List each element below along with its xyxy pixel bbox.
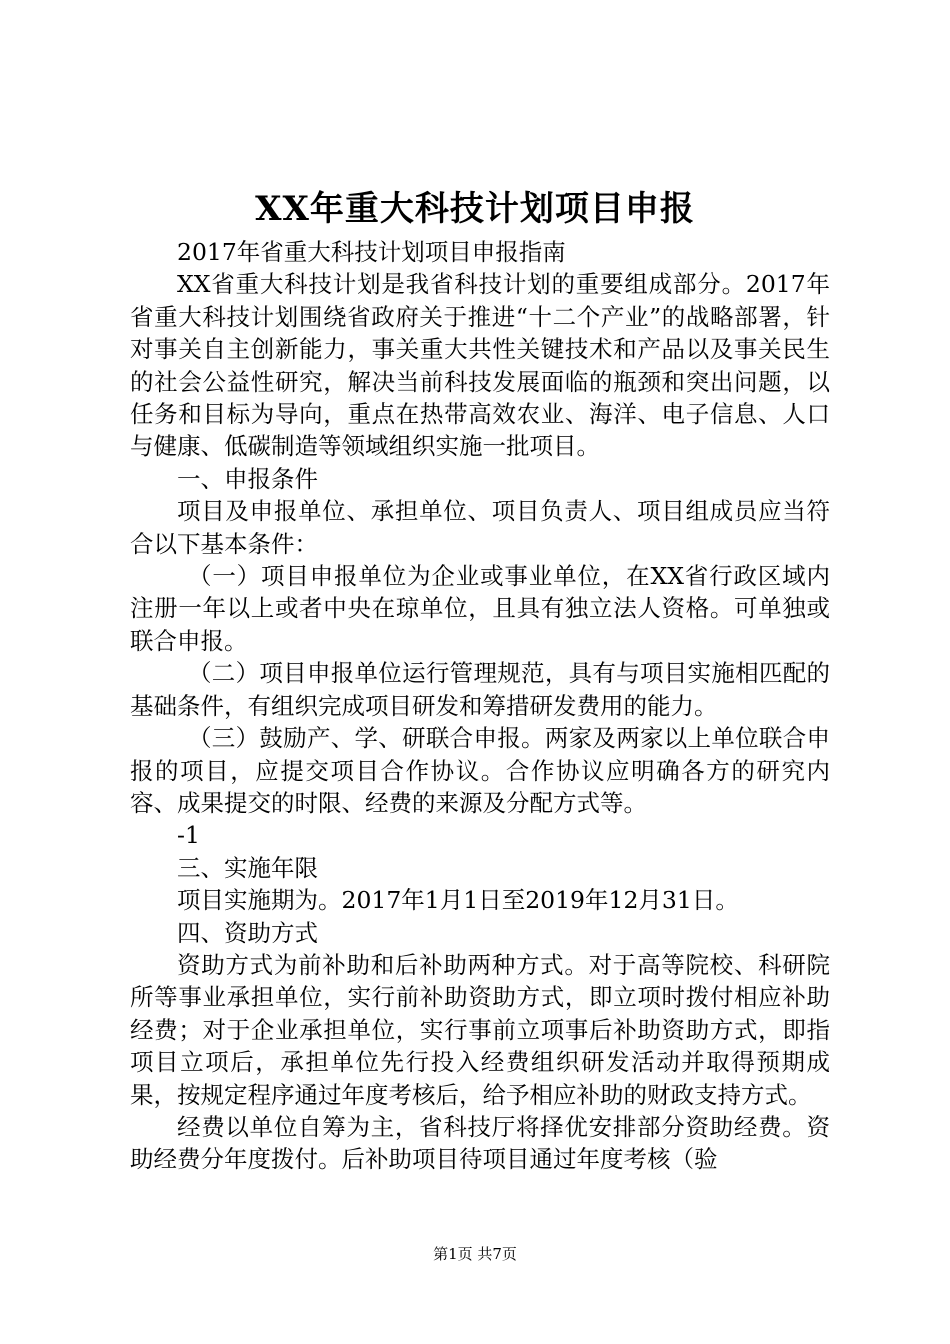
page-footer: 第1页 共7页 <box>433 1245 517 1263</box>
paragraph-condition-2: （二）项目申报单位运行管理规范，具有与项目实施相匹配的基础条件，有组织完成项目研发和筹措研发费用的能力。 <box>130 659 830 720</box>
paragraph-funding-methods: 资助方式为前补助和后补助两种方式。对于高等院校、科研院所等事业承担单位，实行前补助资助方式，即立项时拨付相应补助经费；对于企业承担单位，实行事前立项事后补助资助方式，即指项目立项后，承担单位先行投入经费组织研发活动并取得预期成果，按规定程序通过年度考核后，给予相应补助的财政支持方式。 <box>130 950 830 1109</box>
paragraph-conditions-lead: 项目及申报单位、承担单位、项目负责人、项目组成员应当符合以下基本条件： <box>130 497 830 558</box>
paragraph-guide-title: 2017年省重大科技计划项目申报指南 <box>177 238 566 266</box>
paragraph-condition-1: （一）项目申报单位为企业或事业单位，在XX省行政区域内注册一年以上或者中央在琼单位，且具有独立法人资格。可单独或联合申报。 <box>130 562 830 655</box>
paragraph-intro: XX省重大科技计划是我省科技计划的重要组成部分。2017年省重大科技计划围绕省政府关于推进“十二个产业”的战略部署，针对事关自主创新能力，事关重大共性关键技术和产品以及事关民生的社会公益性研究，解决当前科技发展面临的瓶颈和突出问题，以任务和目标为导向，重点在热带高效农业、海洋、电子信息、人口与健康、低碳制造等领域组织实施一批项目。 <box>130 270 830 461</box>
section-heading-funding: 四、资助方式 <box>177 918 318 947</box>
page-marker: -1 <box>177 821 200 850</box>
document-body <box>130 236 830 1176</box>
section-heading-period: 三、实施年限 <box>177 853 318 882</box>
paragraph-funding-source: 经费以单位自筹为主，省科技厅将择优安排部分资助经费。资助经费分年度拨付。后补助项目待项目通过年度考核（验 <box>130 1112 830 1174</box>
document-title: XX年重大科技计划项目申报 <box>255 189 695 229</box>
paragraph-condition-3: （三）鼓励产、学、研联合申报。两家及两家以上单位联合申报的项目，应提交项目合作协议。合作协议应明确各方的研究内容、成果提交的时限、经费的来源及分配方式等。 <box>130 724 830 817</box>
section-heading-conditions: 一、申报条件 <box>177 464 318 493</box>
paragraph-period: 项目实施期为。2017年1月1日至2019年12月31日。 <box>177 886 739 915</box>
